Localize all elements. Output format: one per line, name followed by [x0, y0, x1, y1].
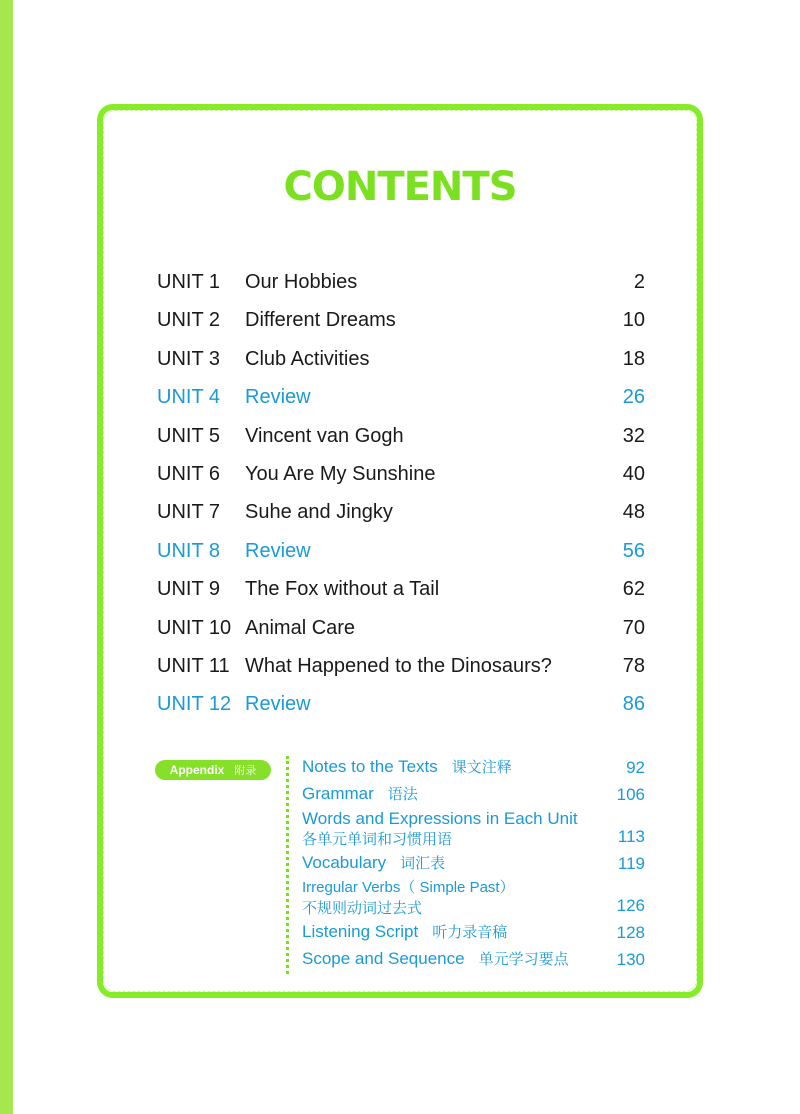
- unit-label: UNIT 2: [157, 309, 220, 332]
- unit-label: UNIT 10: [157, 616, 232, 639]
- unit-name: You Are My Sunshine: [245, 462, 436, 485]
- unit-name: Suhe and Jingky: [245, 501, 393, 524]
- appendix-item-irregular-verbs[interactable]: [302, 877, 645, 919]
- appendix-item-cn: 不规则动词过去式: [302, 900, 423, 917]
- unit-page: 48: [622, 501, 645, 524]
- appendix-item-en: Irregular Verbs（ Simple Past）: [302, 879, 515, 896]
- appendix-item-en: Listening Script: [302, 922, 419, 941]
- appendix-item-cn: 语法: [387, 786, 418, 803]
- appendix-item-listening[interactable]: [302, 919, 645, 946]
- unit-label: UNIT 11: [157, 654, 230, 677]
- unit-page: 26: [622, 386, 645, 409]
- appendix-item-page: 128: [616, 923, 645, 942]
- appendix-item-cn: 词汇表: [400, 855, 446, 872]
- appendix-list: [302, 754, 645, 973]
- appendix-item-cn: 各单元单词和习惯用语: [302, 831, 453, 848]
- unit-page: 2: [633, 271, 645, 293]
- unit-page: 62: [622, 578, 645, 601]
- appendix-item-en: Notes to the Texts: [302, 757, 438, 776]
- unit-page: 18: [622, 347, 645, 370]
- unit-row-1[interactable]: [157, 266, 645, 304]
- appendix-item-page: 106: [616, 785, 645, 804]
- unit-row-2[interactable]: [157, 304, 645, 342]
- unit-label: UNIT 9: [157, 578, 220, 601]
- appendix-item-en: Grammar: [302, 784, 374, 803]
- unit-page: 10: [622, 309, 645, 332]
- unit-label: UNIT 7: [157, 501, 220, 524]
- unit-row-11[interactable]: [157, 650, 645, 688]
- unit-name: Our Hobbies: [245, 271, 358, 293]
- unit-label: UNIT 4: [157, 386, 220, 409]
- unit-name: Review: [245, 539, 311, 562]
- appendix-item-scope[interactable]: [302, 946, 645, 973]
- unit-row-4[interactable]: [157, 381, 645, 419]
- unit-page: 40: [622, 462, 645, 485]
- unit-page: 70: [622, 616, 645, 639]
- appendix-item-page: 92: [626, 758, 645, 777]
- unit-label: UNIT 1: [157, 271, 220, 293]
- unit-label: UNIT 6: [157, 462, 220, 485]
- appendix-item-page: 130: [616, 950, 645, 969]
- unit-row-5[interactable]: [157, 420, 645, 458]
- appendix-item-cn: 课文注释: [451, 759, 512, 776]
- unit-label: UNIT 5: [157, 424, 220, 447]
- appendix-item-cn: 听力录音稿: [432, 924, 508, 941]
- unit-row-9[interactable]: [157, 573, 645, 611]
- unit-row-3[interactable]: [157, 343, 645, 381]
- appendix-item-grammar[interactable]: [302, 781, 645, 808]
- appendix-label-en: Appendix: [169, 763, 225, 777]
- unit-name: Vincent van Gogh: [245, 424, 404, 447]
- unit-name: Animal Care: [245, 616, 356, 639]
- unit-name: Review: [245, 693, 311, 716]
- unit-row-7[interactable]: [157, 496, 645, 534]
- page-title: CONTENTS: [283, 164, 517, 210]
- unit-row-8[interactable]: [157, 535, 645, 573]
- unit-list: [157, 266, 645, 727]
- unit-page: 78: [622, 654, 645, 677]
- unit-name: Club Activities: [245, 347, 370, 370]
- appendix-item-en: Vocabulary: [302, 853, 387, 872]
- appendix-item-page: 119: [617, 854, 645, 873]
- unit-name: The Fox without a Tail: [245, 578, 440, 601]
- appendix-item-en: Scope and Sequence: [302, 949, 465, 968]
- unit-page: 56: [622, 539, 645, 562]
- appendix-divider: [286, 756, 289, 974]
- appendix-badge: [155, 760, 271, 780]
- unit-name: Different Dreams: [245, 309, 396, 332]
- appendix-item-notes[interactable]: [302, 754, 645, 781]
- unit-name: What Happened to the Dinosaurs?: [245, 654, 552, 677]
- appendix-label-cn: 附录: [234, 765, 257, 777]
- appendix-item-cn: 单元学习要点: [478, 951, 569, 968]
- unit-row-6[interactable]: [157, 458, 645, 496]
- unit-page: 32: [622, 424, 645, 447]
- unit-label: UNIT 8: [157, 539, 220, 562]
- appendix-item-page: 126: [616, 896, 645, 915]
- appendix-item-page: 113: [617, 827, 645, 846]
- appendix-item-words[interactable]: [302, 808, 645, 850]
- unit-row-12[interactable]: [157, 688, 645, 726]
- unit-name: Review: [245, 386, 311, 409]
- unit-label: UNIT 3: [157, 347, 220, 370]
- unit-page: 86: [622, 693, 645, 716]
- appendix-item-vocabulary[interactable]: [302, 850, 645, 877]
- unit-label: UNIT 12: [157, 693, 232, 716]
- unit-row-10[interactable]: [157, 612, 645, 650]
- appendix-item-en: Words and Expressions in Each Unit: [302, 809, 578, 828]
